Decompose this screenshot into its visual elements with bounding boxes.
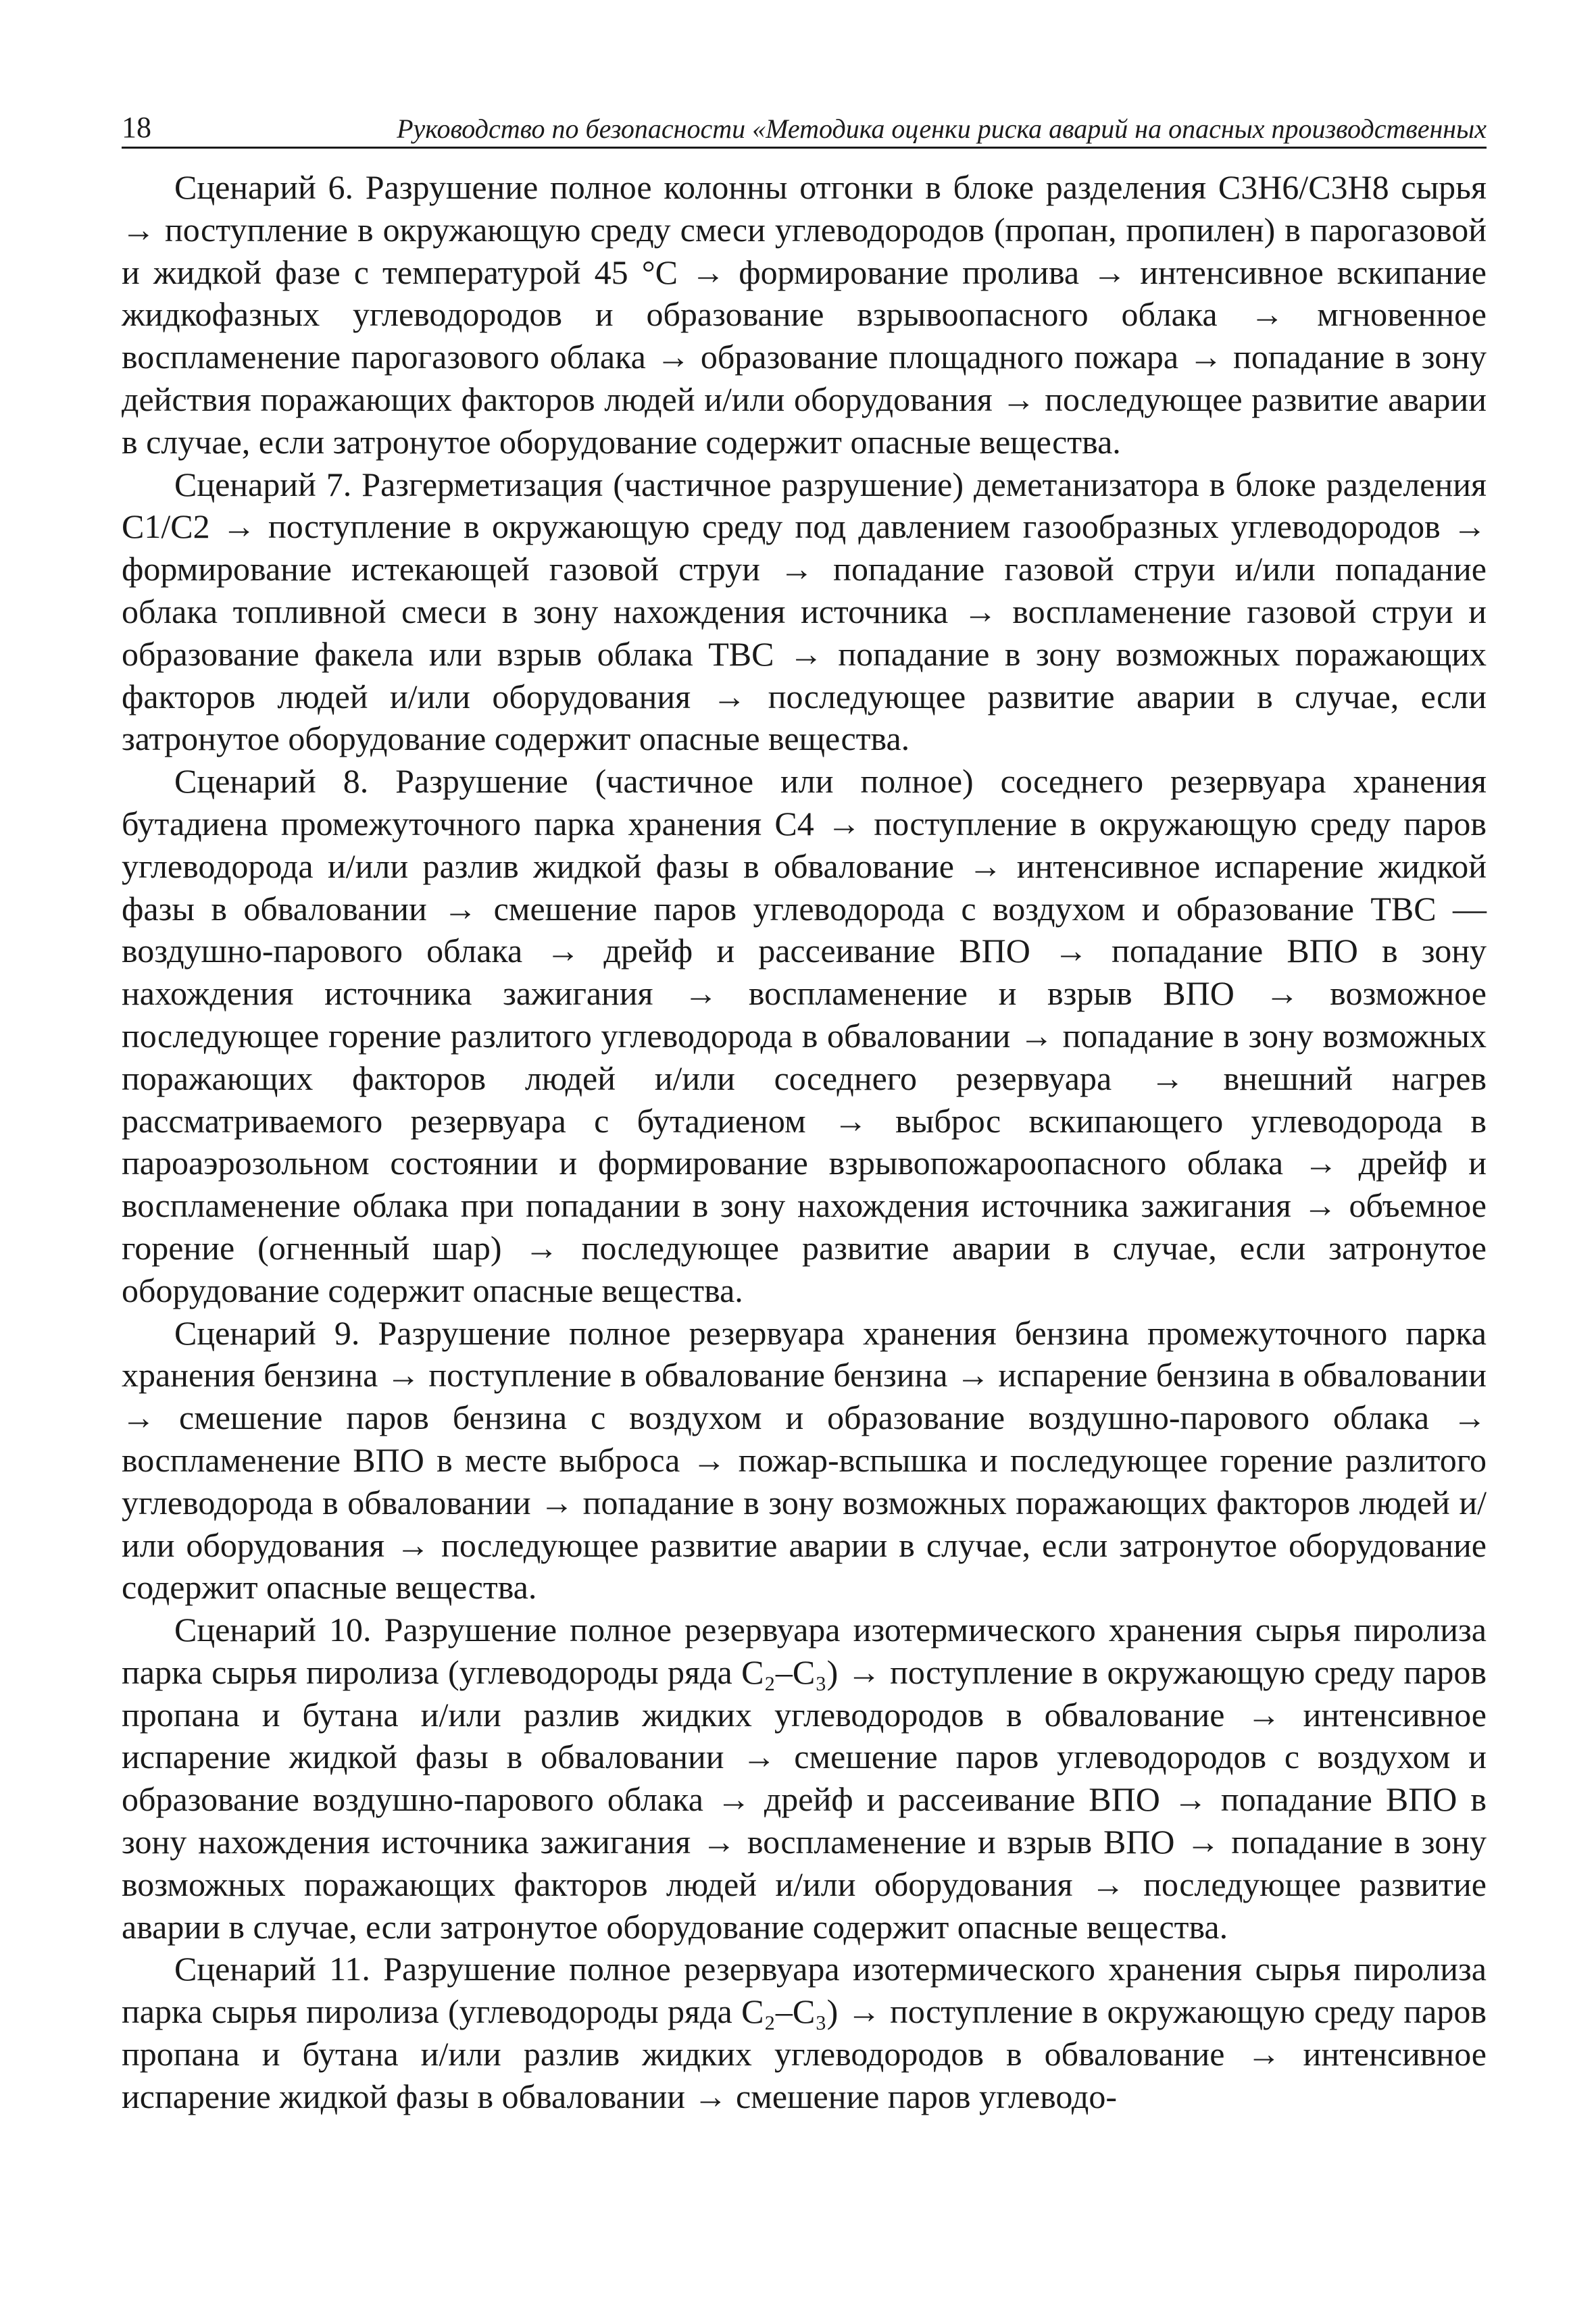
- page-header: [122, 101, 1487, 149]
- running-title: Руководство по безопасности «Методика оценки риска аварий на опасных производственных: [397, 114, 1487, 144]
- paragraph-scenario-6: Сценарий 6. Разрушение полное колонны отгонки в блоке разделения C3H6/C3H8 сырья → поступление в окружающую среду смеси углеводородов (пропан, пропилен) в парогазовой и жидкой фазе с температурой 45 °С → формирование пролива → интенсивное вскипание жидкофазных углеводородов и образование взрывоопасного облака → мгновенное воспламенение парогазового облака → образование площадного пожара → попадание в зону действия поражающих факторов людей и/или оборудования → последующее развитие аварии в случае, если затронутое оборудование содержит опасные вещества.: [122, 168, 1487, 461]
- body-text: [122, 166, 1487, 2118]
- document-page: [122, 101, 1487, 2250]
- paragraph-scenario-8: Сценарий 8. Разрушение (частичное или полное) соседнего резервуара хранения бутадиена промежуточного парка хранения С4 → поступление в окружающую среду паров углеводорода и/или разлив жидкой фазы в обвалование → интенсивное испарение жидкой фазы в обваловании → смешение паров углеводорода с воздухом и образование ТВС — воздушно-парового облака → дрейф и рассеивание ВПО → попадание ВПО в зону нахождения источника зажигания → воспламенение и взрыв ВПО → возможное последующее горение разлитого углеводорода в обваловании → попадание в зону возможных поражающих факторов людей и/или соседнего резервуара → внешний нагрев рассматриваемого резервуара с бутадиеном → выброс вскипающего углеводорода в пароаэрозольном состоянии и формирование взрывопожароопасного облака → дрейф и воспламенение облака при попадании в зону нахождения источника зажигания → объемное горение (огненный шар) → последующее развитие аварии в случае, если затронутое оборудование содержит опасные вещества.: [122, 762, 1487, 1309]
- paragraph-scenario-10: Сценарий 10. Разрушение полное резервуара изотермического хранения сырья пиролиза парка сырья пиролиза (углеводороды ряда C₂–C₃) → поступление в окружающую среду паров пропана и бутана и/или разлив жидких углеводородов в обвалование → интенсивное испарение жидкой фазы в обваловании → смешение паров углеводородов с воздухом и образование воздушно-парового облака → дрейф и рассеивание ВПО → попадание ВПО в зону нахождения источника зажигания → воспламенение и взрыв ВПО → попадание в зону возможных поражающих факторов людей и/или оборудования → последующее развитие аварии в случае, если затронутое оборудование содержит опасные вещества.: [122, 1611, 1487, 1946]
- paragraph-scenario-9: Сценарий 9. Разрушение полное резервуара хранения бензина промежуточного парка хранения бензина → поступление в обвалование бензина → испарение бензина в обваловании → смешение паров бензина с воздухом и образование воздушно-парового облака → воспламенение ВПО в месте выброса → пожар-вспышка и последующее горение разлитого углеводорода в обваловании → попадание в зону возможных поражающих факторов людей и/или оборудования → последующее развитие аварии в случае, если затронутое оборудование содержит опасные вещества.: [122, 1313, 1487, 1607]
- paragraph-scenario-7: Сценарий 7. Разгерметизация (частичное разрушение) деметанизатора в блоке разделения С1/С2 → поступление в окружающую среду под давлением газообразных углеводородов → формирование истекающей газовой струи → попадание газовой струи и/или попадание облака топливной смеси в зону нахождения источника → воспламенение газовой струи и образование факела или взрыв облака ТВС → попадание в зону возможных поражающих факторов людей и/или оборудования → последующее развитие аварии в случае, если затронутое оборудование содержит опасные вещества.: [122, 465, 1487, 758]
- paragraph-scenario-11: Сценарий 11. Разрушение полное резервуара изотермического хранения сырья пиролиза парка сырья пиролиза (углеводороды ряда C₂–C₃) → поступление в окружающую среду паров пропана и бутана и/или разлив жидких углеводородов в обвалование → интенсивное испарение жидкой фазы в обваловании → смешение паров углеводо-: [122, 1950, 1487, 2115]
- page-number: 18: [122, 111, 151, 144]
